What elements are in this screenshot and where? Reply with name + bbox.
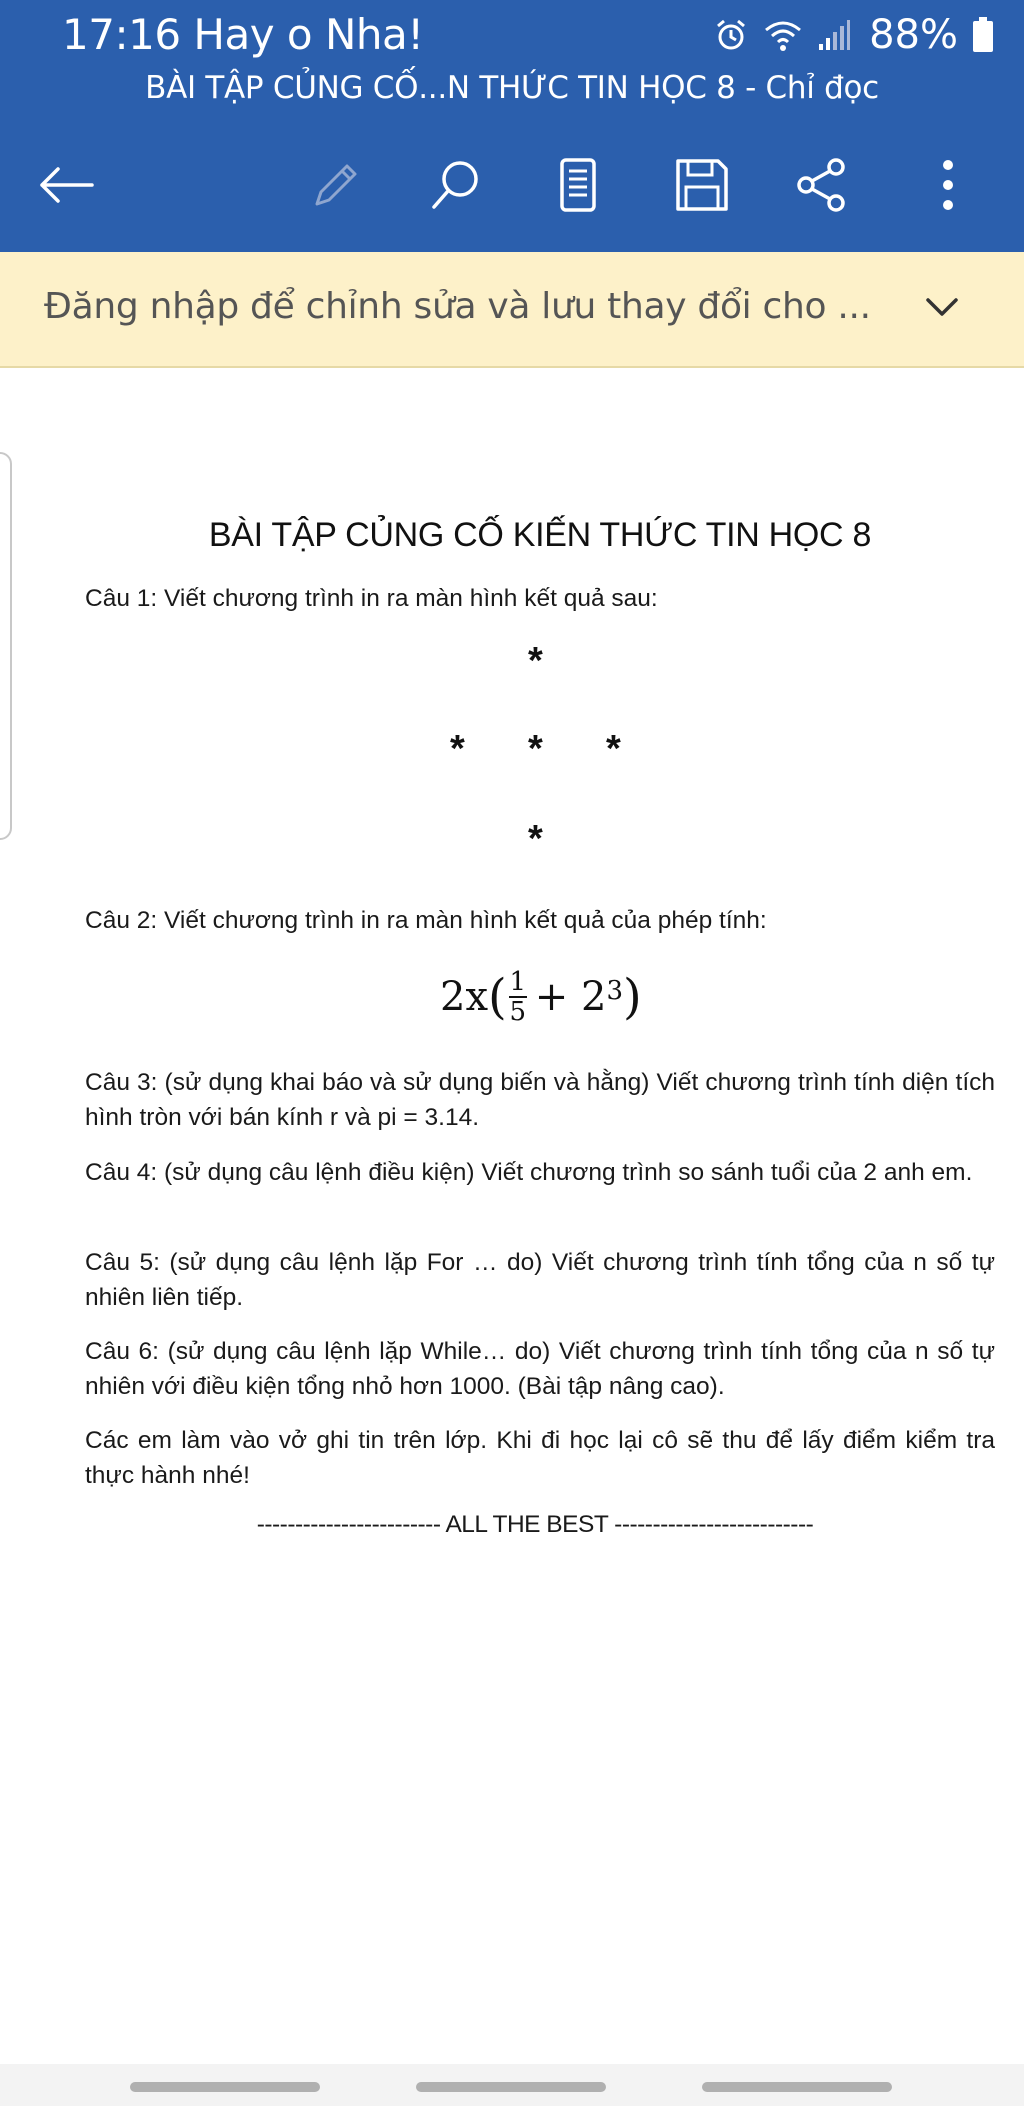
star-middle-right: * xyxy=(606,728,621,770)
app-header xyxy=(0,0,1024,252)
status-icons xyxy=(713,12,994,58)
star-bottom: * xyxy=(528,818,543,860)
nav-home-button[interactable] xyxy=(416,2082,606,2092)
star-top: * xyxy=(528,640,543,682)
battery-icon xyxy=(972,17,994,53)
page-side-handle[interactable] xyxy=(0,452,12,840)
battery-percent: 88% xyxy=(869,12,958,58)
question-4: Câu 4: (sử dụng câu lệnh điều kiện) Viết chương trình so sánh tuổi của 2 anh em. xyxy=(85,1159,973,1186)
formula-fraction xyxy=(509,968,527,1026)
navigation-bar xyxy=(0,2064,1024,2106)
more-icon xyxy=(940,157,956,213)
share-icon xyxy=(794,157,850,213)
formula-close-paren: ) xyxy=(622,969,642,1025)
formula-open-paren: ( xyxy=(488,969,507,1025)
save-icon xyxy=(674,157,730,213)
closing-note: Các em làm vào vở ghi tin trên lớp. Khi đi học lại cô sẽ thu để lấy điểm kiểm tra thực hành nhé! xyxy=(85,1427,995,1489)
formula-coefficient: 2x xyxy=(440,974,489,1020)
nav-recents-button[interactable] xyxy=(130,2082,320,2092)
mobile-view-icon xyxy=(558,157,598,213)
mobile-view-button[interactable] xyxy=(538,140,618,230)
status-carrier: Hay o Nha! xyxy=(193,10,424,59)
star-middle-left: * xyxy=(450,728,465,770)
chevron-down-icon[interactable] xyxy=(924,288,960,324)
signal-icon xyxy=(817,18,851,52)
status-bar xyxy=(0,0,1024,70)
status-time-carrier xyxy=(62,10,424,59)
math-formula xyxy=(440,968,642,1026)
wifi-icon xyxy=(763,18,803,52)
question-1: Câu 1: Viết chương trình in ra màn hình kết quả sau: xyxy=(85,585,658,612)
document-title: BÀI TẬP CỦNG CỐ...N THỨC TIN HỌC 8 - Chỉ đọc xyxy=(145,70,879,106)
edit-pencil-icon xyxy=(309,158,363,212)
status-time: 17:16 xyxy=(62,10,181,59)
question-5: Câu 5: (sử dụng câu lệnh lặp For … do) Viết chương trình tính tổng của n số tự nhiên liên tiếp. xyxy=(85,1249,995,1311)
back-arrow-icon xyxy=(38,165,94,205)
fraction-denominator: 5 xyxy=(509,997,527,1027)
save-button[interactable] xyxy=(662,140,742,230)
more-options-button[interactable] xyxy=(908,140,988,230)
search-icon xyxy=(428,157,484,213)
question-6: Câu 6: (sử dụng câu lệnh lặp While… do) Viết chương trình tính tổng của n số tự nhiên với điều kiện tổng nhỏ hơn 1000. (Bài tập nâng cao). xyxy=(85,1338,995,1400)
edit-button[interactable] xyxy=(296,140,376,230)
banner-text: Đăng nhập để chỉnh sửa và lưu thay đổi cho ... xyxy=(44,286,871,327)
share-button[interactable] xyxy=(782,140,862,230)
star-middle-center: * xyxy=(528,728,543,770)
toolbar xyxy=(0,140,1024,230)
sign-in-banner[interactable] xyxy=(0,252,1024,368)
document-heading: BÀI TẬP CỦNG CỐ KIẾN THỨC TIN HỌC 8 xyxy=(208,516,872,554)
alarm-icon xyxy=(713,17,749,53)
question-3: Câu 3: (sử dụng khai báo và sử dụng biến và hằng) Viết chương trình tính diện tích hình tròn với bán kính r và pi = 3.14. xyxy=(85,1069,995,1131)
nav-back-button[interactable] xyxy=(702,2082,892,2092)
question-2: Câu 2: Viết chương trình in ra màn hình kết quả của phép tính: xyxy=(85,907,767,934)
fraction-numerator: 1 xyxy=(509,967,527,997)
all-the-best-line: ------------------------ ALL THE BEST -------------------------- xyxy=(256,1511,814,1538)
formula-plus-term: + 2 xyxy=(534,974,607,1020)
back-button[interactable] xyxy=(26,140,106,230)
formula-exponent: 3 xyxy=(606,976,623,1006)
search-button[interactable] xyxy=(416,140,496,230)
